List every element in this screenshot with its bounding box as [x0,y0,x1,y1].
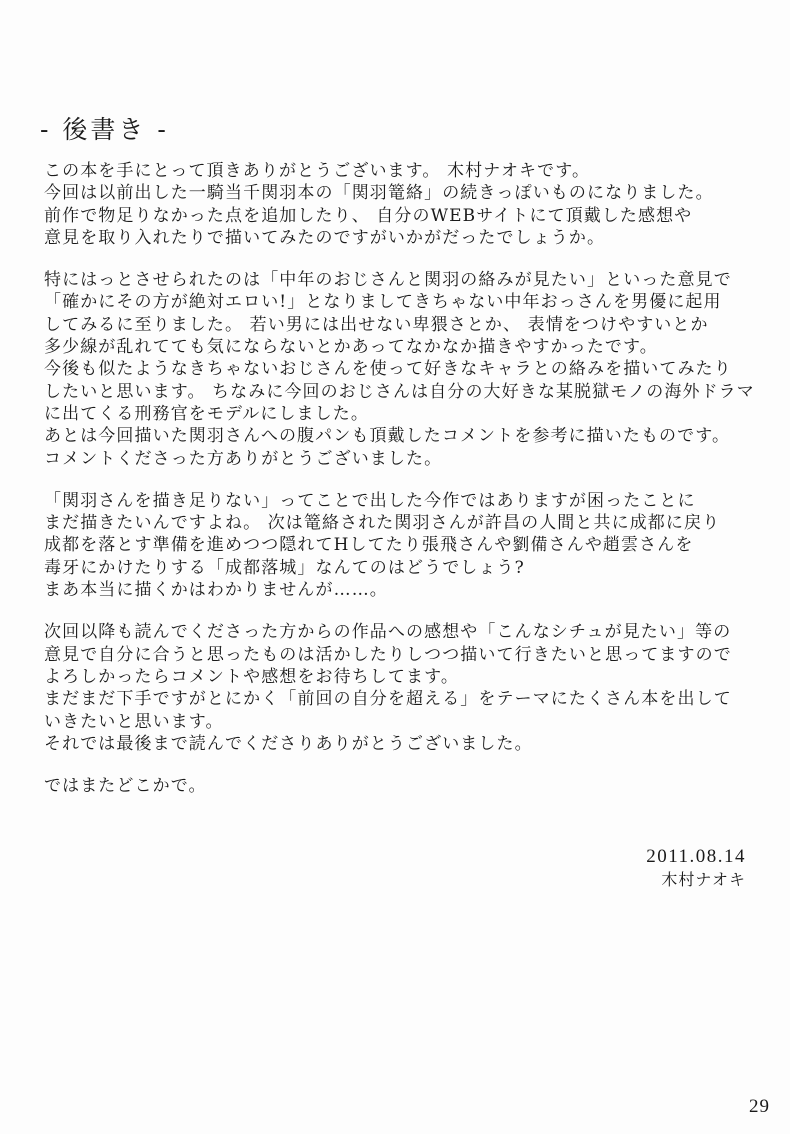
text-line: 前作で物足りなかった点を追加したり、 自分のWEBサイトにて頂戴した感想や [44,205,693,226]
text-line: 成都を落とす準備を進めつつ隠れてHしてたり張飛さんや劉備さんや趙雲さんを [44,535,694,556]
text-line: いきたいと思います。 [44,711,224,732]
text-line: まだ描きたいんですよね。 次は篭絡された関羽さんが許昌の人間と共に成都に戻り [44,513,721,534]
text-line: に出てくる刑務官をモデルにしました。 [44,403,369,424]
paragraph-4 [44,621,754,755]
text-line: よろしかったらコメントや感想をお待ちしてます。 [44,666,459,687]
text-line: まあ本当に描くかはわかりませんが……。 [44,580,388,601]
paragraph-3 [44,490,754,601]
signature-author: 木村ナオキ [661,870,746,889]
page-number: 29 [749,1096,770,1117]
text-line: 特にはっとさせられたのは「中年のおじさんと関羽の絡みが見たい」といった意見で [44,270,732,291]
paragraph-2 [44,269,754,470]
text-line: 「確かにその方が絶対エロい!」となりましてきちゃない中年おっさんを男優に起用 [44,292,722,313]
text-line: 意見を取り入れたりで描いてみたのですがいかがだったでしょうか。 [44,227,606,248]
text-line: してみるに至りました。 若い男には出せない卑猥さとか、 表情をつけやすいとか [44,314,709,335]
text-line: 毒牙にかけたりする「成都落城」なんてのはどうでしょう? [44,557,525,578]
text-line: あとは今回描いた関羽さんへの腹パンも頂戴したコメントを参考に描いたものです。 [44,426,731,447]
afterword-body [44,160,754,817]
text-line: したいと思います。 ちなみに今回のおじさんは自分の大好きな某脱獄モノの海外ドラマ [44,381,755,402]
signature-date: 2011.08.14 [646,846,746,867]
text-line: 次回以降も読んでくださった方からの作品への感想や「こんなシチュが見たい」等の [44,622,732,643]
text-line: それでは最後まで読んでくださりありがとうございました。 [44,733,533,754]
text-line: 今後も似たようなきちゃないおじさんを使って好きなキャラとの絡みを描いてみたり [44,359,732,380]
text-line: まだまだ下手ですがとにかく「前回の自分を超える」をテーマにたくさん本を出して [44,689,732,710]
text-line: この本を手にとって頂きありがとうございます。 木村ナオキです。 [44,161,591,181]
text-line: 今回は以前出した一騎当千関羽本の「関羽篭絡」の続きっぽいものになりました。 [44,183,714,204]
text-line: ではまたどこかで。 [44,776,207,797]
text-line: 「関羽さんを描き足りない」ってことで出した今作ではありますが困ったことに [44,490,696,511]
signature [646,845,746,891]
text-line: 意見で自分に合うと思ったものは活かしたりしつつ描いて行きたいと思ってますので [44,644,732,665]
text-line: 多少線が乱れてても気にならないとかあってなかなか描きやすかったです。 [44,337,658,358]
paragraph-5 [44,775,754,797]
paragraph-1 [44,160,754,249]
page-title: - 後書き - [40,115,169,144]
text-line: コメントくださった方ありがとうございました。 [44,448,443,469]
